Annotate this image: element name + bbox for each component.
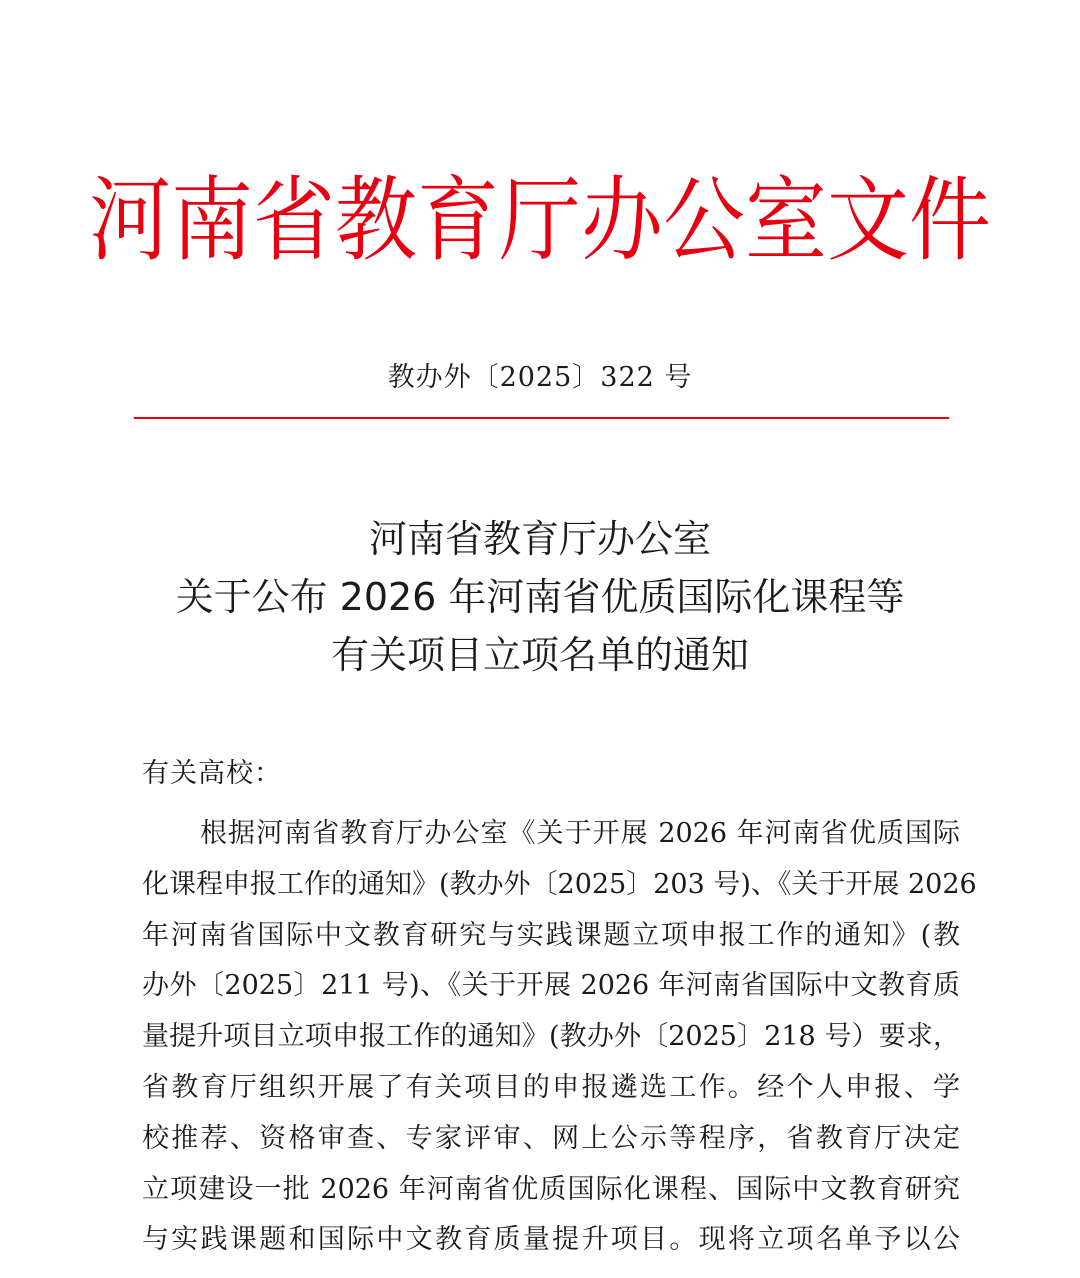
title-line-3: 有关项目立项名单的通知 [330, 633, 749, 677]
body-line: 年河南省国际中文教育研究与实践课题立项申报工作的通知》(教 [142, 919, 960, 951]
body-line: 校推荐、资格审查、专家评审、网上公示等程序，省教育厅决定 [142, 1122, 960, 1154]
notice-title [0, 510, 1080, 684]
document-number: 教办外〔2025〕322 号 [387, 362, 693, 393]
body-line: 量提升项目立项申报工作的通知》(教办外〔2025〕218 号）要求， [142, 1021, 960, 1053]
body-line: 根据河南省教育厅办公室《关于开展 2026 年河南省优质国际 [200, 818, 960, 849]
title-line-1: 河南省教育厅办公室 [368, 517, 711, 561]
red-divider-line [134, 417, 949, 419]
body-line: 化课程申报工作的通知》(教办外〔2025〕203 号)、《关于开展 2026 [142, 868, 977, 900]
body-line: 与实践课题和国际中文教育质量提升项目。现将立项名单予以公 [142, 1224, 960, 1256]
body-paragraph [142, 809, 977, 1266]
document-banner: 河南省教育厅办公室文件 [88, 167, 991, 275]
body-line: 立项建设一批 2026 年河南省优质国际化课程、国际中文教育研究 [142, 1173, 960, 1205]
salutation: 有关高校： [142, 758, 282, 789]
body-line: 省教育厅组织开展了有关项目的申报遴选工作。经个人申报、学 [142, 1071, 960, 1103]
body-line: 办外〔2025〕211 号)、《关于开展 2026 年河南省国际中文教育质 [142, 970, 960, 1002]
title-line-2: 关于公布 2026 年河南省优质国际化课程等 [175, 575, 905, 619]
